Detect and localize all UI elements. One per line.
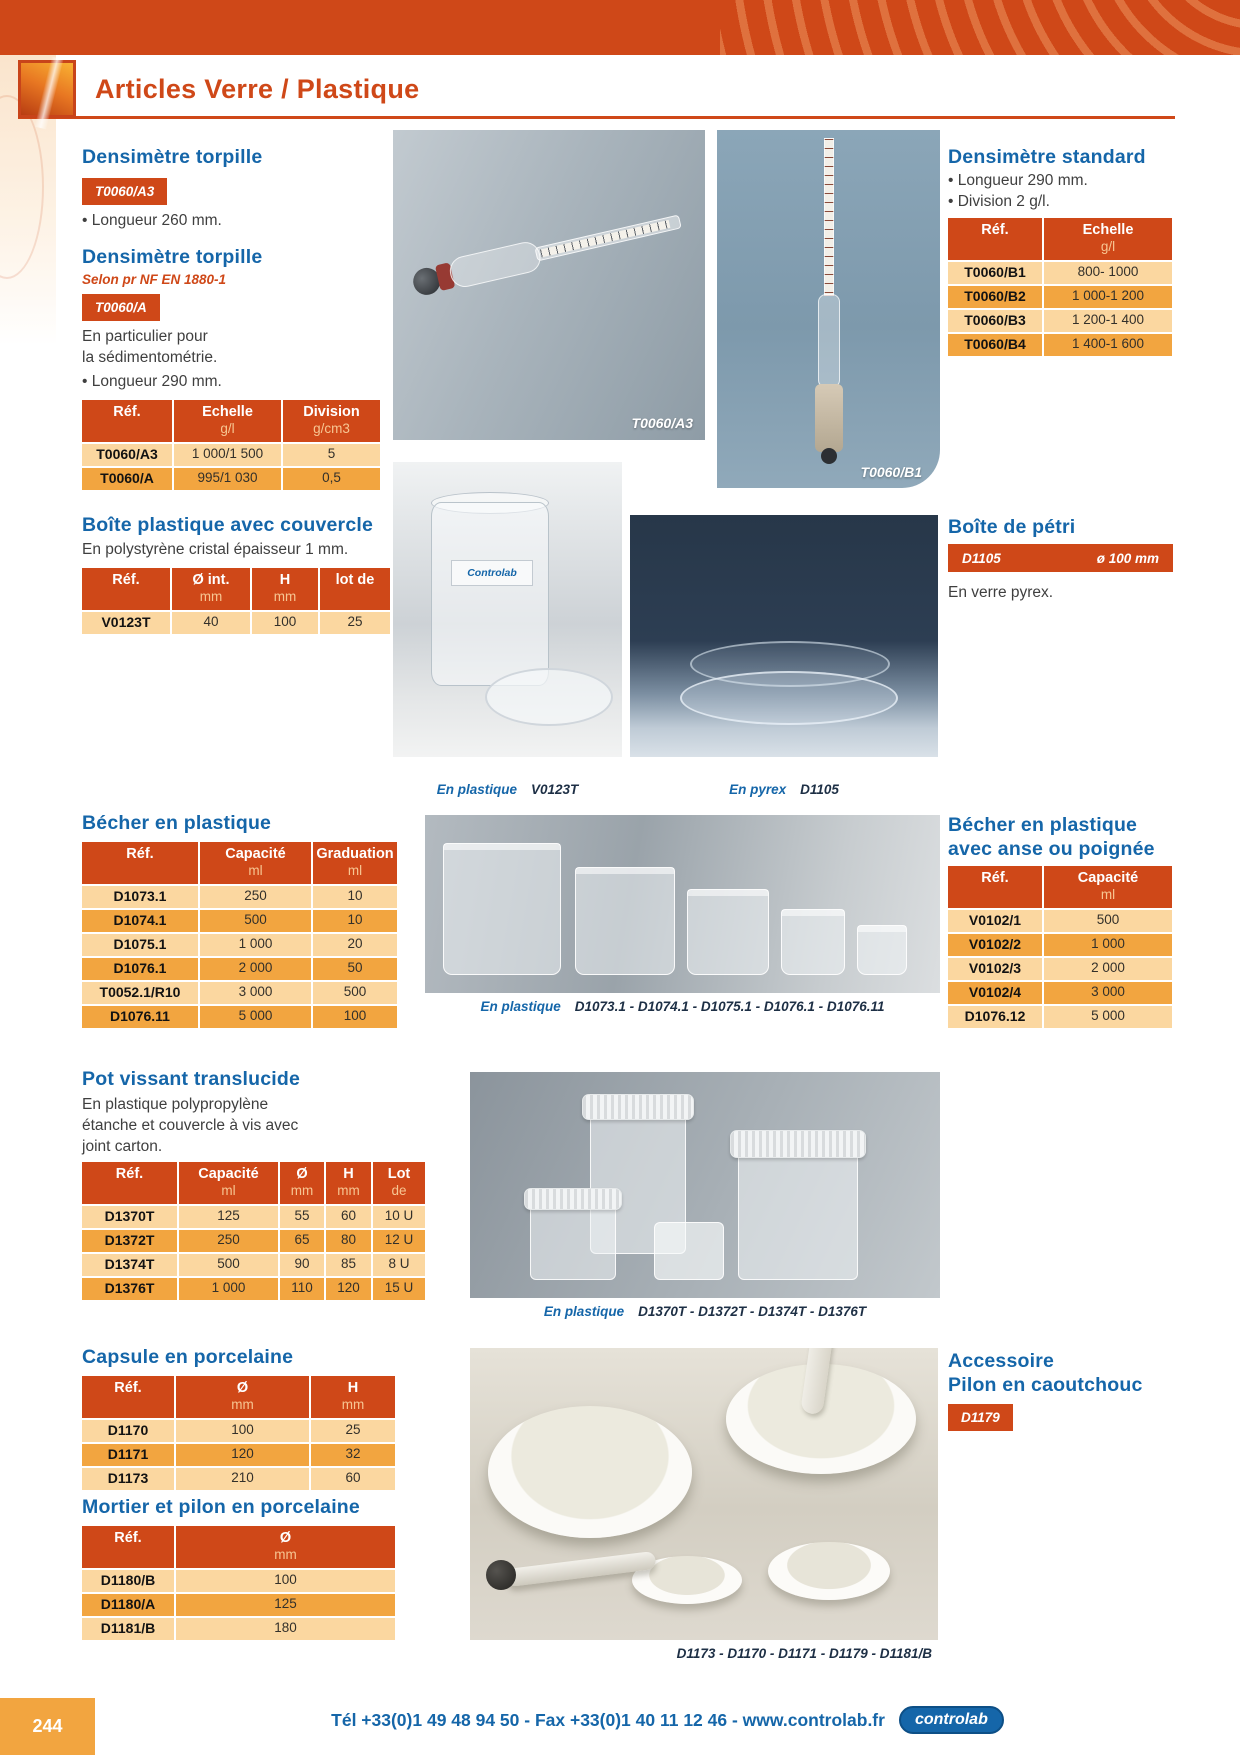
ref-badge: T0060/A3 bbox=[82, 178, 167, 205]
page-title: Articles Verre / Plastique bbox=[95, 74, 420, 104]
photo-boite-petri bbox=[630, 515, 938, 757]
table-row bbox=[82, 886, 397, 908]
page-number: 244 bbox=[0, 1698, 95, 1755]
cell-ref: V0123T bbox=[82, 612, 170, 634]
cell-value: 60 bbox=[311, 1468, 395, 1490]
petri-dish bbox=[680, 671, 898, 725]
rubber-pestle-tip bbox=[486, 1560, 516, 1590]
cell-value: 8 U bbox=[373, 1254, 425, 1276]
cell-ref: T0060/A3 bbox=[82, 444, 172, 466]
table-row bbox=[948, 958, 1172, 980]
column-header: Réf. bbox=[82, 1526, 174, 1568]
column-header: Réf. bbox=[948, 218, 1042, 260]
controlab-logo: controlab bbox=[899, 1706, 1004, 1734]
caption-refs: D1173 - D1170 - D1171 - D1179 - D1181/B bbox=[676, 1646, 932, 1661]
column-header: Réf. bbox=[82, 1376, 174, 1418]
norm-reference: Selon pr NF EN 1880-1 bbox=[82, 272, 227, 287]
box-lid bbox=[485, 668, 613, 726]
table-row bbox=[82, 1570, 395, 1592]
cell-ref: T0060/A bbox=[82, 468, 172, 490]
cell-value: 100 bbox=[252, 612, 318, 634]
caption-refs: V0123T bbox=[530, 782, 579, 797]
cell-value: 1 000 bbox=[1044, 934, 1172, 956]
cell-ref: D1076.1 bbox=[82, 958, 198, 980]
table-mortier bbox=[82, 1526, 395, 1642]
column-header: Réf. bbox=[82, 568, 170, 610]
photo-porcelaine bbox=[470, 1348, 938, 1640]
photo-bechers bbox=[425, 815, 940, 993]
ref-badge-petri bbox=[948, 544, 1173, 572]
column-header: Ø mm bbox=[176, 1376, 309, 1418]
table-row bbox=[948, 334, 1172, 356]
ref-badge: D1179 bbox=[948, 1404, 1013, 1431]
table-becher-anse bbox=[948, 866, 1172, 1030]
hydrometer-scale bbox=[540, 220, 670, 257]
table-row bbox=[948, 310, 1172, 332]
caption-pots-vissants bbox=[470, 1304, 940, 1319]
photo-pots-vissants bbox=[470, 1072, 940, 1298]
column-header: Réf. bbox=[82, 400, 172, 442]
caption-boite-plastique bbox=[393, 782, 622, 797]
footer bbox=[95, 1706, 1240, 1734]
table-header bbox=[82, 842, 397, 884]
beaker bbox=[687, 889, 769, 975]
hydrometer-illustration bbox=[408, 196, 692, 306]
cell-value: 3 000 bbox=[200, 982, 311, 1004]
cell-ref: V0102/2 bbox=[948, 934, 1042, 956]
footer-contact: Tél +33(0)1 49 48 94 50 - Fax +33(0)1 40 11 12 46 - www.controlab.fr bbox=[331, 1709, 885, 1730]
table-row bbox=[82, 1206, 425, 1228]
cell-value: 10 bbox=[313, 910, 397, 932]
table-row bbox=[948, 262, 1172, 284]
cell-value: 250 bbox=[179, 1230, 278, 1252]
cell-value: 85 bbox=[326, 1254, 371, 1276]
description-line: En polystyrène cristal épaisseur 1 mm. bbox=[82, 541, 349, 558]
cell-value: 5 000 bbox=[200, 1006, 311, 1028]
photo-densimetre-torpille bbox=[393, 130, 705, 440]
column-header: Capacité ml bbox=[179, 1162, 278, 1204]
jar-lid bbox=[730, 1130, 866, 1158]
cell-ref: V0102/1 bbox=[948, 910, 1042, 932]
table-row bbox=[82, 1594, 395, 1616]
jar-lid bbox=[524, 1188, 622, 1210]
caption-refs: D1370T - D1372T - D1374T - D1376T bbox=[638, 1304, 867, 1319]
table-capsule bbox=[82, 1376, 395, 1492]
cell-ref: D1074.1 bbox=[82, 910, 198, 932]
header-rule bbox=[18, 116, 1175, 119]
caption-porcelaine bbox=[470, 1646, 932, 1661]
badge-ref: D1105 bbox=[962, 550, 1001, 566]
cell-ref: D1374T bbox=[82, 1254, 177, 1276]
badge-size: ø 100 mm bbox=[1096, 550, 1159, 566]
cell-value: 100 bbox=[176, 1570, 395, 1592]
hydrometer-body bbox=[447, 239, 544, 290]
description-line: joint carton. bbox=[82, 1138, 163, 1155]
cell-value: 40 bbox=[172, 612, 250, 634]
cell-ref: D1170 bbox=[82, 1420, 174, 1442]
section-title-boite-petri: Boîte de pétri bbox=[948, 516, 1076, 538]
cell-value: 1 400-1 600 bbox=[1044, 334, 1172, 356]
cell-value: 0,5 bbox=[283, 468, 380, 490]
cell-ref: T0052.1/R10 bbox=[82, 982, 198, 1004]
table-row bbox=[82, 612, 390, 634]
cell-value: 995/1 030 bbox=[174, 468, 281, 490]
table-row bbox=[82, 468, 380, 490]
table-densimetre-standard bbox=[948, 218, 1172, 358]
section-title-densimetre-torpille-2: Densimètre torpille bbox=[82, 246, 263, 268]
column-header: lot de bbox=[320, 568, 390, 610]
description-line: En particulier pour bbox=[82, 328, 208, 345]
table-row bbox=[82, 934, 397, 956]
column-header: Echelle g/l bbox=[174, 400, 281, 442]
cell-ref: D1075.1 bbox=[82, 934, 198, 956]
hydrometer-body bbox=[818, 294, 840, 388]
section-title-capsule: Capsule en porcelaine bbox=[82, 1346, 294, 1368]
cell-value: 5 bbox=[283, 444, 380, 466]
column-header: Ø mm bbox=[280, 1162, 324, 1204]
cell-value: 2 000 bbox=[200, 958, 311, 980]
caption-refs: D1105 bbox=[800, 782, 839, 797]
cell-value: 60 bbox=[326, 1206, 371, 1228]
cell-value: 1 000-1 200 bbox=[1044, 286, 1172, 308]
table-row bbox=[948, 982, 1172, 1004]
table-header bbox=[82, 400, 380, 442]
cell-value: 80 bbox=[326, 1230, 371, 1252]
table-header bbox=[948, 866, 1172, 908]
table-row bbox=[82, 1278, 425, 1300]
cell-value: 210 bbox=[176, 1468, 309, 1490]
cell-value: 250 bbox=[200, 886, 311, 908]
cell-value: 500 bbox=[313, 982, 397, 1004]
table-row bbox=[82, 1420, 395, 1442]
cell-value: 5 000 bbox=[1044, 1006, 1172, 1028]
jar bbox=[738, 1144, 858, 1280]
cell-ref: D1073.1 bbox=[82, 886, 198, 908]
section-title-densimetre-standard: Densimètre standard bbox=[948, 146, 1146, 168]
section-title-mortier: Mortier et pilon en porcelaine bbox=[82, 1496, 360, 1518]
cell-value: 500 bbox=[1044, 910, 1172, 932]
cell-value: 65 bbox=[280, 1230, 324, 1252]
cell-value: 1 200-1 400 bbox=[1044, 310, 1172, 332]
section-title-accessoire-1: Accessoire bbox=[948, 1350, 1055, 1372]
column-header: Division g/cm3 bbox=[283, 400, 380, 442]
table-row bbox=[82, 1618, 395, 1640]
cell-ref: D1180/A bbox=[82, 1594, 174, 1616]
column-header: Lot de bbox=[373, 1162, 425, 1204]
jar-lid bbox=[582, 1094, 694, 1120]
column-header: Ø int. mm bbox=[172, 568, 250, 610]
caption-refs: D1073.1 - D1074.1 - D1075.1 - D1076.1 - D1076.11 bbox=[574, 999, 885, 1014]
table-row bbox=[82, 444, 380, 466]
table-row bbox=[82, 958, 397, 980]
bullet-longueur: • Longueur 290 mm. bbox=[82, 373, 222, 391]
plastic-box bbox=[431, 502, 549, 686]
caption-material: En plastique bbox=[436, 782, 517, 797]
column-header: Réf. bbox=[948, 866, 1042, 908]
mortar-bowl bbox=[488, 1406, 692, 1538]
cell-ref: T0060/B4 bbox=[948, 334, 1042, 356]
cell-ref: D1180/B bbox=[82, 1570, 174, 1592]
table-header bbox=[948, 218, 1172, 260]
cell-ref: D1171 bbox=[82, 1444, 174, 1466]
cell-value: 1 000/1 500 bbox=[174, 444, 281, 466]
table-row bbox=[948, 1006, 1172, 1028]
section-title-becher: Bécher en plastique bbox=[82, 812, 272, 834]
cell-value: 12 U bbox=[373, 1230, 425, 1252]
table-row bbox=[82, 1444, 395, 1466]
table-row bbox=[82, 982, 397, 1004]
description-line: la sédimentométrie. bbox=[82, 349, 218, 366]
cell-value: 32 bbox=[311, 1444, 395, 1466]
cell-value: 90 bbox=[280, 1254, 324, 1276]
top-band bbox=[0, 0, 1240, 55]
table-row bbox=[82, 1254, 425, 1276]
caption-material: En pyrex bbox=[729, 782, 787, 797]
photo-caption: T0060/B1 bbox=[860, 464, 922, 480]
cell-ref: T0060/B3 bbox=[948, 310, 1042, 332]
photo-boite-plastique bbox=[393, 462, 622, 757]
column-header: Echelle g/l bbox=[1044, 218, 1172, 260]
column-header: Capacité ml bbox=[1044, 866, 1172, 908]
cell-value: 3 000 bbox=[1044, 982, 1172, 1004]
chapter-thumbnail bbox=[18, 60, 76, 118]
jar bbox=[530, 1200, 616, 1280]
cell-value: 55 bbox=[280, 1206, 324, 1228]
cell-value: 15 U bbox=[373, 1278, 425, 1300]
table-boite-plastique bbox=[82, 568, 390, 636]
cell-value: 500 bbox=[200, 910, 311, 932]
beaker bbox=[575, 867, 675, 975]
caption-bechers bbox=[425, 999, 940, 1014]
table-row bbox=[948, 286, 1172, 308]
beaker bbox=[443, 843, 561, 975]
cell-value: 800- 1000 bbox=[1044, 262, 1172, 284]
cell-value: 10 bbox=[313, 886, 397, 908]
ref-badge: T0060/A bbox=[82, 294, 160, 321]
column-header: Ø mm bbox=[176, 1526, 395, 1568]
section-title-densimetre-torpille-1: Densimètre torpille bbox=[82, 146, 263, 168]
table-becher bbox=[82, 842, 397, 1030]
cell-value: 120 bbox=[326, 1278, 371, 1300]
bullet-longueur: • Longueur 290 mm. bbox=[948, 172, 1088, 190]
cell-value: 10 U bbox=[373, 1206, 425, 1228]
beaker bbox=[781, 909, 845, 975]
hydrometer-ballast bbox=[815, 384, 843, 452]
description-line: En verre pyrex. bbox=[948, 584, 1054, 601]
section-title-accessoire-2: Pilon en caoutchouc bbox=[948, 1374, 1143, 1396]
cell-value: 1 000 bbox=[200, 934, 311, 956]
cell-ref: D1076.12 bbox=[948, 1006, 1042, 1028]
column-header: Capacité ml bbox=[200, 842, 311, 884]
caption-material: En plastique bbox=[543, 1304, 625, 1319]
cell-ref: T0060/B1 bbox=[948, 262, 1042, 284]
hydrometer-tip bbox=[821, 448, 837, 464]
porcelain-dish bbox=[768, 1542, 890, 1600]
column-header: H mm bbox=[311, 1376, 395, 1418]
description-line: étanche et couvercle à vis avec bbox=[82, 1117, 299, 1134]
table-row bbox=[948, 910, 1172, 932]
cell-ref: D1173 bbox=[82, 1468, 174, 1490]
table-row bbox=[82, 1468, 395, 1490]
description-line: En plastique polypropylène bbox=[82, 1096, 269, 1113]
photo-densimetre-standard bbox=[717, 130, 940, 488]
table-row bbox=[82, 1006, 397, 1028]
cell-value: 25 bbox=[311, 1420, 395, 1442]
cell-value: 20 bbox=[313, 934, 397, 956]
cell-value: 25 bbox=[320, 612, 390, 634]
table-header bbox=[82, 1526, 395, 1568]
jar bbox=[654, 1222, 724, 1280]
cell-ref: D1076.11 bbox=[82, 1006, 198, 1028]
section-title-boite-plastique: Boîte plastique avec couvercle bbox=[82, 514, 374, 536]
column-header: Réf. bbox=[82, 842, 198, 884]
section-title-pot-vissant: Pot vissant translucide bbox=[82, 1068, 301, 1090]
section-title-becher-anse-2: avec anse ou poignée bbox=[948, 838, 1155, 860]
table-header bbox=[82, 1162, 425, 1204]
photo-caption: T0060/A3 bbox=[631, 415, 693, 431]
cell-value: 120 bbox=[176, 1444, 309, 1466]
cell-value: 125 bbox=[176, 1594, 395, 1616]
cell-value: 180 bbox=[176, 1618, 395, 1640]
cell-value: 2 000 bbox=[1044, 958, 1172, 980]
bullet-longueur: • Longueur 260 mm. bbox=[82, 212, 222, 230]
table-densimetre-torpille bbox=[82, 400, 380, 492]
cell-ref: D1372T bbox=[82, 1230, 177, 1252]
controlab-label: Controlab bbox=[451, 560, 533, 586]
cell-value: 100 bbox=[176, 1420, 309, 1442]
cell-ref: V0102/4 bbox=[948, 982, 1042, 1004]
column-header: H mm bbox=[252, 568, 318, 610]
section-title-becher-anse-1: Bécher en plastique bbox=[948, 814, 1138, 836]
cell-ref: D1370T bbox=[82, 1206, 177, 1228]
bullet-division: • Division 2 g/l. bbox=[948, 193, 1050, 211]
cell-ref: D1181/B bbox=[82, 1618, 174, 1640]
column-header: H mm bbox=[326, 1162, 371, 1204]
cell-ref: V0102/3 bbox=[948, 958, 1042, 980]
column-header: Graduation ml bbox=[313, 842, 397, 884]
table-header bbox=[82, 568, 390, 610]
decorative-stripes bbox=[720, 0, 1240, 55]
cell-value: 125 bbox=[179, 1206, 278, 1228]
table-row bbox=[948, 934, 1172, 956]
cell-ref: T0060/B2 bbox=[948, 286, 1042, 308]
beaker bbox=[857, 925, 907, 975]
caption-boite-petri bbox=[630, 782, 938, 797]
caption-material: En plastique bbox=[480, 999, 561, 1014]
cell-value: 100 bbox=[313, 1006, 397, 1028]
table-row bbox=[82, 910, 397, 932]
cell-value: 110 bbox=[280, 1278, 324, 1300]
table-row bbox=[82, 1230, 425, 1252]
cell-value: 50 bbox=[313, 958, 397, 980]
column-header: Réf. bbox=[82, 1162, 177, 1204]
hydrometer-stem bbox=[824, 138, 834, 296]
table-pot-vissant bbox=[82, 1162, 425, 1302]
cell-value: 1 000 bbox=[179, 1278, 278, 1300]
cell-ref: D1376T bbox=[82, 1278, 177, 1300]
cell-value: 500 bbox=[179, 1254, 278, 1276]
table-header bbox=[82, 1376, 395, 1418]
